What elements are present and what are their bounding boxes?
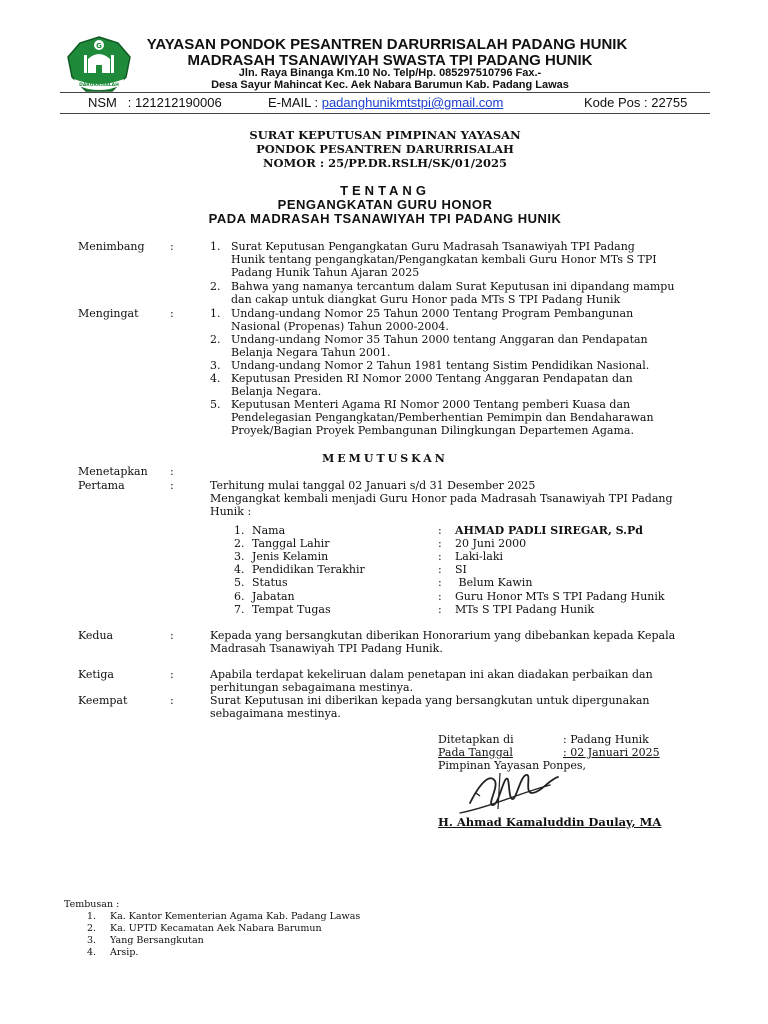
tembusan-item: Ka. UPTD Kecamatan Aek Nabara Barumun [110,923,322,934]
ditetapkan-value: : Padang Hunik [563,733,649,746]
decree-title: SURAT KEPUTUSAN PIMPINAN YAYASAN [249,128,521,142]
keempat-label: Keempat [78,694,128,707]
list-number: 1. [234,524,245,537]
menimbang-item-2-line-2: dan cakap untuk diangkat Guru Honor pada MTs S TPI Padang Hunik [231,293,621,306]
kedua-line-2: Madrasah Tsanawiyah TPI Padang Hunik. [210,642,443,655]
letterhead-school: MADRASAH TSANAWIYAH SWASTA TPI PADANG HUNIK [187,52,593,69]
letterhead-village: Desa Sayur Mahincat Kec. Aek Nabara Barumun Kab. Padang Lawas [211,79,569,91]
list-number: 5. [210,398,221,411]
tembusan-item: Arsip. [110,947,139,958]
nsm-number: NSM : 121212190006 [88,95,222,110]
mengingat-item-1-line-1: Undang-undang Nomor 25 Tahun 2000 Tentang Program Pembangunan [231,307,634,320]
detail-value-position: Guru Honor MTs S TPI Padang Hunik [455,590,665,603]
email-line [268,95,503,111]
mengingat-item-2-line-2: Belanja Negara Tahun 2001. [231,346,391,359]
detail-value-gender: Laki-laki [455,550,504,563]
list-number: 2. [87,923,97,934]
tentang-heading: TENTANG [340,183,430,198]
list-number: 3. [87,935,97,946]
menimbang-item-1-line-2: Hunik tentang pengangkatan/Pengangkatan kembali Guru Honor MTs S TPI [231,253,657,266]
email-link[interactable]: padanghunikmtstpi@gmail.com [321,95,504,110]
list-number: 3. [234,550,245,563]
list-number: 5. [234,576,245,589]
handwritten-signature [440,763,590,823]
postal-code: Kode Pos : 22755 [584,95,688,110]
svg-text:G: G [96,42,102,50]
list-number: 1. [87,911,97,922]
colon: : [170,479,174,492]
colon: : [438,590,442,603]
email-label: E-MAIL : [268,95,319,110]
mengingat-item-2-line-1: Undang-undang Nomor 35 Tahun 2000 tentang Anggaran dan Pendapatan [231,333,648,346]
list-number: 6. [234,590,245,603]
colon: : [170,240,174,253]
colon: : [438,537,442,550]
mengingat-item-3-line-1: Undang-undang Nomor 2 Tahun 1981 tentang Sistim Pendidikan Nasional. [231,359,650,372]
tembusan-item: Ka. Kantor Kementerian Agama Kab. Padang Lawas [110,911,361,922]
detail-label: Jabatan [252,590,295,603]
colon: : [170,694,174,707]
menetapkan-label: Menetapkan [78,465,148,478]
signer-name: H. Ahmad Kamaluddin Daulay, MA [438,815,662,829]
ketiga-line-2: perhitungan sebagaimana mestinya. [210,681,414,694]
mengingat-item-4-line-1: Keputusan Presiden RI Nomor 2000 Tentang Anggaran Pendapatan dan [231,372,633,385]
colon: : [438,563,442,576]
tembusan-label: Tembusan : [64,899,120,910]
list-number: 7. [234,603,245,616]
mengingat-item-4-line-2: Belanja Negara. [231,385,322,398]
letterhead-foundation: YAYASAN PONDOK PESANTREN DARURRISALAH PADANG HUNIK [146,36,628,53]
list-number: 2. [210,333,221,346]
pertama-line-3: Hunik : [210,505,252,518]
detail-value-name: AHMAD PADLI SIREGAR, S.Pd [455,524,643,537]
mengingat-item-1-line-2: Nasional (Propenas) Tahun 2000-2004. [231,320,449,333]
colon: : [438,603,442,616]
detail-label: Tanggal Lahir [252,537,330,550]
pertama-line-2: Mengangkat kembali menjadi Guru Honor pada Madrasah Tsanawiyah TPI Padang [210,492,673,505]
colon: : [438,550,442,563]
decree-number: NOMOR : 25/PP.DR.RSLH/SK/01/2025 [263,156,507,170]
detail-value-workplace: MTs S TPI Padang Hunik [455,603,595,616]
ketiga-line-1: Apabila terdapat kekeliruan dalam penetapan ini akan diadakan perbaikan dan [210,668,653,681]
detail-label: Jenis Kelamin [252,550,329,563]
pertama-line-1: Terhitung mulai tanggal 02 Januari s/d 31 Desember 2025 [210,479,536,492]
detail-label: Pendidikan Terakhir [252,563,365,576]
colon: : [170,629,174,642]
detail-value-status: Belum Kawin [455,576,533,589]
menimbang-item-1-line-1: Surat Keputusan Pengangkatan Guru Madrasah Tsanawiyah TPI Padang [231,240,635,253]
ditetapkan-label: Ditetapkan di [438,733,514,746]
colon: : [170,668,174,681]
colon: : [438,576,442,589]
divider [60,92,710,93]
pertama-label: Pertama [78,479,125,492]
list-number: 1. [210,240,221,253]
decree-subject-2: PADA MADRASAH TSANAWIYAH TPI PADANG HUNIK [208,211,562,226]
menimbang-item-1-line-3: Padang Hunik Tahun Ajaran 2025 [231,266,420,279]
mengingat-label: Mengingat [78,307,139,320]
mengingat-item-5-line-2: Pendelegasian Pengangkatan/Pemberhentian Pemimpin dan Bendaharawan [231,411,654,424]
list-number: 2. [234,537,245,550]
detail-label: Nama [252,524,286,537]
logo-text: DARURRISALAH [79,83,119,88]
keempat-line-1: Surat Keputusan ini diberikan kepada yang bersangkutan untuk dipergunakan [210,694,650,707]
kedua-label: Kedua [78,629,114,642]
tanggal-label: Pada Tanggal [438,746,513,759]
signer-position: Pimpinan Yayasan Ponpes, [438,759,587,772]
list-number: 4. [87,947,97,958]
memutuskan-heading: MEMUTUSKAN [322,452,448,465]
kedua-line-1: Kepada yang bersangkutan diberikan Honorarium yang dibebankan kepada Kepala [210,629,676,642]
ketiga-label: Ketiga [78,668,114,681]
letterhead-address: Jln. Raya Binanga Km.10 No. Telp/Hp. 085297510796 Fax.- [238,67,542,79]
colon: : [170,307,174,320]
detail-label: Tempat Tugas [252,603,331,616]
list-number: 4. [210,372,221,385]
decree-institution: PONDOK PESANTREN DARURRISALAH [256,142,514,156]
list-number: 3. [210,359,221,372]
list-number: 1. [210,307,221,320]
tanggal-value: : 02 Januari 2025 [563,746,660,759]
tembusan-item: Yang Bersangkutan [110,935,204,946]
detail-label: Status [252,576,288,589]
menimbang-item-2-line-1: Bahwa yang namanya tercantum dalam Surat Keputusan ini dipandang mampu [231,280,675,293]
mengingat-item-5-line-1: Keputusan Menteri Agama RI Nomor 2000 Tentang pemberi Kuasa dan [231,398,631,411]
keempat-line-2: sebagaimana mestinya. [210,707,341,720]
decree-subject: PENGANGKATAN GURU HONOR [277,197,493,212]
divider [60,113,710,114]
detail-value-education: SI [455,563,467,576]
colon: : [438,524,442,537]
colon: : [170,465,174,478]
detail-value-birthdate: 20 Juni 2000 [455,537,527,550]
list-number: 4. [234,563,245,576]
mengingat-item-5-line-3: Proyek/Bagian Proyek Pembangunan Dilingkungan Departemen Agama. [231,424,634,437]
list-number: 2. [210,280,221,293]
menimbang-label: Menimbang [78,240,145,253]
